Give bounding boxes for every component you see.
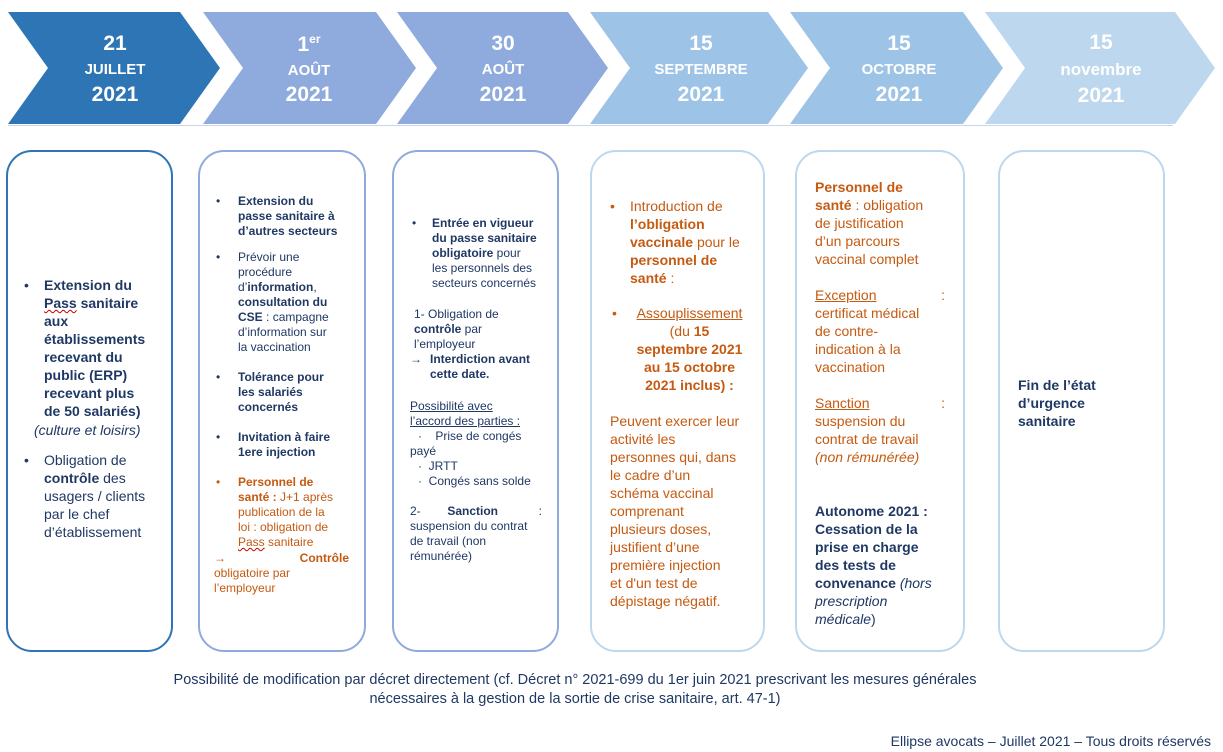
date-day: 1er (297, 31, 321, 56)
sanction: 2- Sanction : suspension du contrat de travail (non rémunérée) (410, 504, 542, 563)
health-staff-obligation: Personnel de santé : obligation de justification d’un parcours vaccinal complet (815, 179, 924, 267)
date-month: AOÛT (287, 61, 331, 79)
tests-coverage: Autonome 2021 : Cessation de la prise en charge des tests de convenance (hors prescription médicale) (815, 503, 932, 627)
measure-note: (culture et loisirs) (34, 422, 141, 438)
date-label-5 (824, 22, 974, 118)
date-month: JUILLET (84, 61, 146, 79)
date-day: 15 (689, 32, 713, 56)
eligibility-text: Peuvent exercer leur activité les personnes qui, dans le cadre d’un schéma vaccinal comprenant plusieurs doses, justifient d’une première injection et d'un test de dépistage négatif. (610, 413, 740, 609)
card-text (410, 216, 542, 564)
date-label-2 (234, 22, 384, 118)
date-month: AOÛT (481, 61, 525, 79)
card-1-august (198, 150, 366, 652)
timeline-divider (8, 125, 1173, 126)
date-year: 2021 (91, 82, 139, 106)
card-15-october (795, 150, 965, 652)
card-21-july (6, 150, 173, 652)
control-obligation: 1- Obligation de contrôle par l’employeur (414, 307, 499, 351)
date-day: 21 (103, 32, 127, 56)
card-15-november (998, 150, 1165, 652)
extension-item: • Extension du passe sanitaire à d’autres secteurs (216, 194, 338, 238)
tolerance-item: • Tolérance pour les salariés concernés (216, 370, 324, 414)
relaxation: • Assouplissement (du 15 septembre 2021 au 15 octobre 2021 inclus) : (612, 305, 743, 393)
card-15-september (590, 150, 765, 652)
date-label-6 (1026, 22, 1176, 118)
health-staff-item: • Personnel de santé : J+1 après publication de la loi : obligation de Pass sanitaire (216, 475, 334, 549)
footer-note: Possibilité de modification par décret directement (cf. Décret n° 2021-699 du 1er juin 2021 prescrivant les mesures générales nécessaires à la gestion de la sortie de crise sanitaire, art. 47-1) (173, 672, 977, 707)
date-year: 2021 (285, 83, 333, 107)
date-year: 2021 (1077, 84, 1125, 108)
date-year: 2021 (677, 82, 725, 106)
entry-into-force: • Entrée en vigueur du passe sanitaire obligatoire pour les personnels des secteurs concernés (412, 216, 537, 290)
procedure-item: • Prévoir une procédure d’information, consultation du CSE : campagne d’information sur la vaccination (216, 250, 329, 354)
date-day: 30 (491, 32, 515, 56)
sanction: Sanction : suspension du contrat de travail (non rémunérée) (815, 395, 945, 465)
card-text (610, 197, 747, 610)
interdiction: → Interdiction avant cette date. (410, 352, 531, 381)
measure-heading: Extension du Pass sanitaire aux établissements recevant du public (ERP) recevant plus de 50 salariés) (44, 277, 146, 419)
date-day: 15 (887, 32, 911, 56)
date-month: SEPTEMBRE (654, 61, 748, 79)
possibility: Possibilité avec l’accord des parties : · Prise de congés payé · JRTT · Congés sans solde (410, 399, 531, 488)
date-month: OCTOBRE (861, 61, 937, 79)
date-day: 15 (1089, 31, 1113, 55)
date-label-3 (428, 22, 578, 118)
date-year: 2021 (875, 82, 923, 106)
card-text: Fin de l’état d’urgence sanitaire (1018, 377, 1096, 429)
card-text (24, 276, 166, 541)
exception: Exception : certificat médical de contre- indication à la vaccination (815, 287, 945, 375)
card-text (214, 194, 349, 596)
invitation-item: • Invitation à faire 1ere injection (216, 430, 331, 459)
date-year: 2021 (479, 82, 527, 106)
vaccine-obligation: • Introduction de l’obligation vaccinale pour le personnel de santé : (610, 198, 740, 286)
control-obligation: • Obligation de contrôle des usagers / clients par le chef d’établissement (24, 452, 146, 540)
employer-control: → Contrôle obligatoire par l’employeur (214, 551, 349, 595)
card-text (815, 178, 945, 628)
card-30-august (392, 150, 559, 652)
date-label-4 (626, 22, 776, 118)
bullet: • (24, 277, 29, 293)
date-month: novembre (1060, 59, 1142, 79)
date-label-1 (40, 22, 190, 118)
copyright-credit: Ellipse avocats – Juillet 2021 – Tous droits réservés (890, 733, 1211, 749)
